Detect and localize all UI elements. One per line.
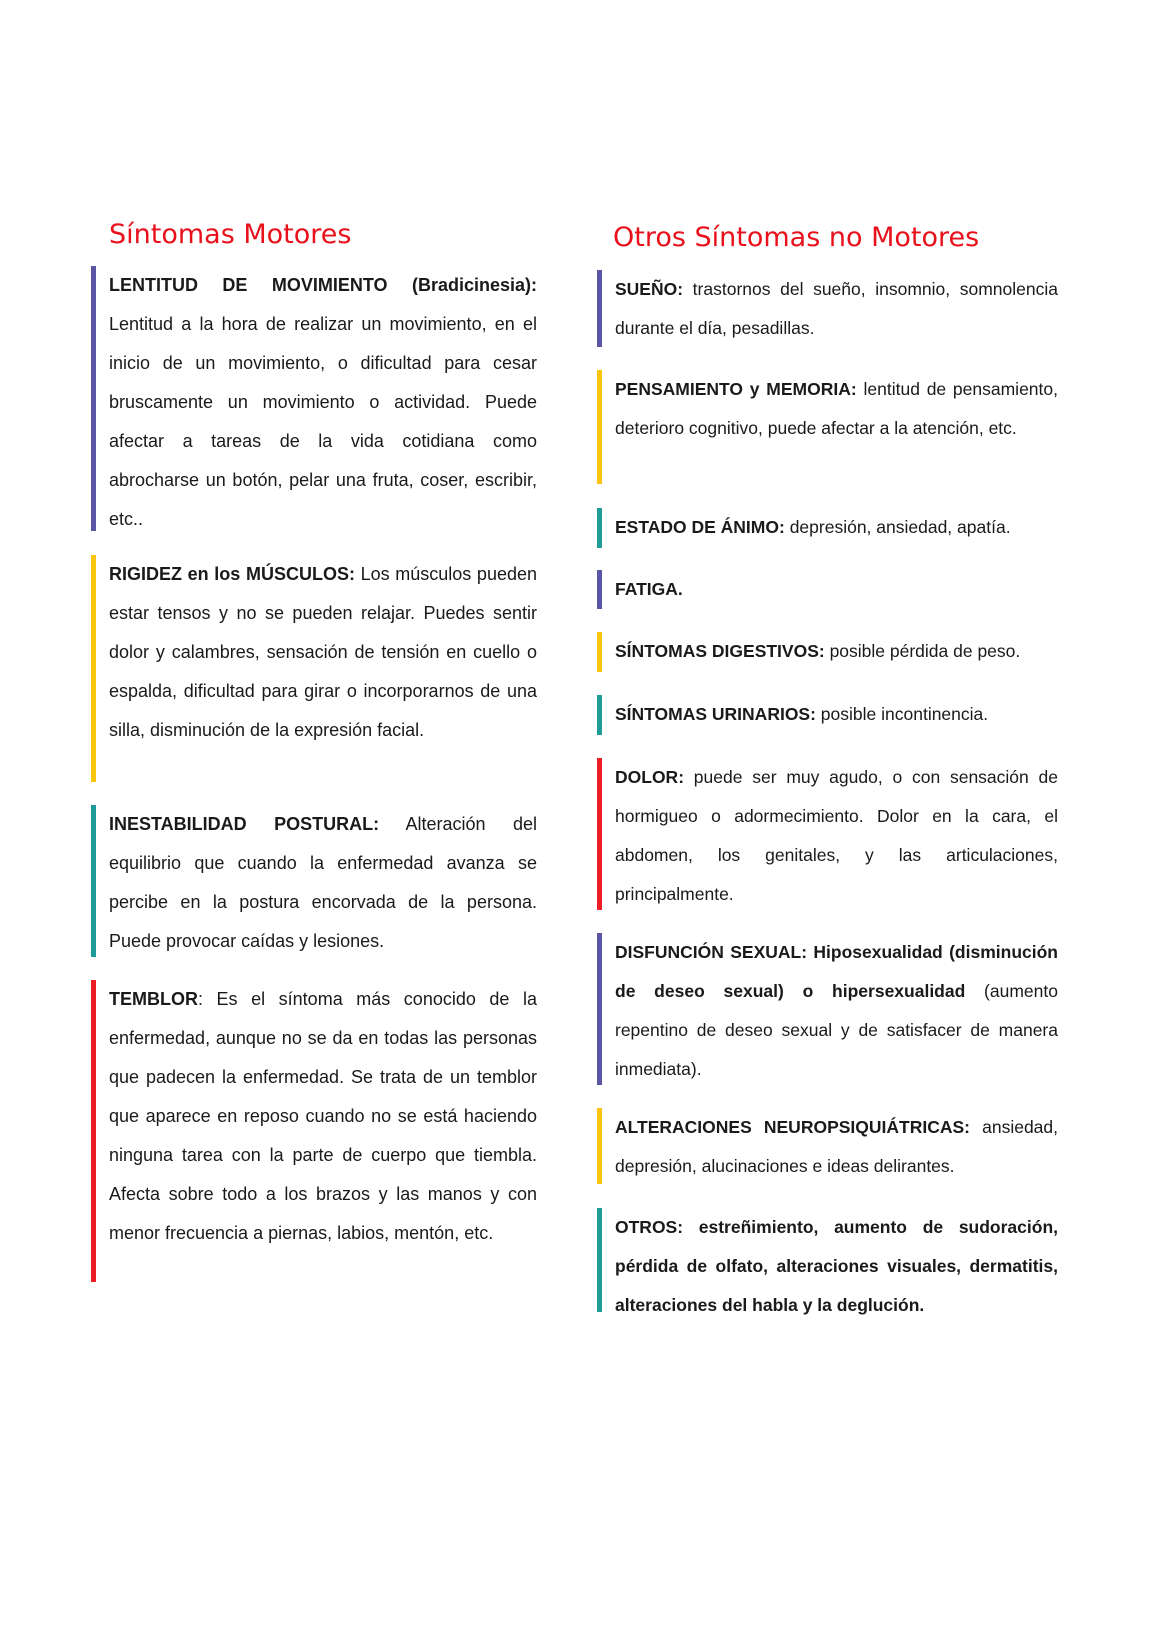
symptom-text <box>615 933 1058 1089</box>
symptom-text <box>615 632 1058 671</box>
symptom-description: lentitud de pensamiento, deterioro cognitivo, puede afectar a la atención, etc. <box>615 379 1058 438</box>
symptom-label: SÍNTOMAS URINARIOS: <box>615 704 816 724</box>
symptom-text <box>109 555 537 750</box>
symptom-text <box>615 695 1058 734</box>
symptom-block-rigidity <box>91 555 537 782</box>
symptom-label: SÍNTOMAS DIGESTIVOS: <box>615 641 825 661</box>
symptom-text <box>109 980 537 1253</box>
symptom-block-fatigue <box>597 570 1058 609</box>
symptom-text <box>615 1208 1058 1325</box>
symptom-block-urinary <box>597 695 1058 735</box>
symptom-description: posible pérdida de peso. <box>824 641 1021 661</box>
symptom-text <box>109 805 537 961</box>
symptom-description: Lentitud a la hora de realizar un movimiento, en el inicio de un movimiento, o dificultad para cesar bruscamente un movimiento o actividad. Puede afectar a tareas de la vida cotidiana como abrocharse un botón, pelar una fruta, coser, escribir, etc.. <box>109 314 537 529</box>
non-motor-symptoms-title: Otros Síntomas no Motores <box>613 222 980 253</box>
symptom-block-sexual-dysfunction <box>597 933 1058 1085</box>
symptom-label: RIGIDEZ en los MÚSCULOS: <box>109 564 355 584</box>
symptom-block-others <box>597 1208 1058 1315</box>
symptom-block-postural-instability <box>91 805 537 957</box>
symptom-text <box>615 1108 1058 1186</box>
symptom-text <box>615 370 1058 448</box>
symptom-label: FATIGA. <box>615 579 683 599</box>
symptom-text <box>615 570 1058 609</box>
symptom-label: ESTADO DE ÁNIMO: <box>615 517 785 537</box>
symptom-block-mood <box>597 508 1058 548</box>
symptom-block-sleep <box>597 270 1058 347</box>
symptom-block-pain <box>597 758 1058 910</box>
symptom-label: OTROS: estreñimiento, aumento de sudoración, pérdida de olfato, alteraciones visuales, dermatitis, alteraciones del habla y la deglución. <box>615 1217 1058 1315</box>
symptom-label: DOLOR: <box>615 767 685 787</box>
symptom-text <box>615 270 1058 348</box>
symptom-block-thinking-memory <box>597 370 1058 484</box>
symptom-description: trastornos del sueño, insomnio, somnolencia durante el día, pesadillas. <box>615 279 1058 338</box>
symptom-block-bradykinesia <box>91 266 537 531</box>
symptom-label: LENTITUD DE MOVIMIENTO (Bradicinesia): <box>109 275 537 295</box>
symptom-label: DISFUNCIÓN SEXUAL: Hiposexualidad (disminución de deseo sexual) o hipersexualidad <box>615 942 1058 1001</box>
symptom-block-tremor <box>91 980 537 1282</box>
symptom-description: Los músculos pueden estar tensos y no se pueden relajar. Puedes sentir dolor y calambres, sensación de tensión en cuello o espalda, dificultad para girar o incorporarnos de una silla, disminución de la expresión facial. <box>109 564 537 740</box>
symptom-block-neuropsychiatric <box>597 1108 1058 1184</box>
symptom-label: PENSAMIENTO y MEMORIA: <box>615 379 857 399</box>
symptom-label: ALTERACIONES NEUROPSIQUIÁTRICAS: <box>615 1117 970 1137</box>
symptom-description: : Es el síntoma más conocido de la enfermedad, aunque no se da en todas las personas que padecen la enfermedad. Se trata de un temblor que aparece en reposo cuando no se está haciendo ninguna tarea con la parte de cuerpo que tiembla. Afecta sobre todo a los brazos y las manos y con menor frecuencia a piernas, labios, mentón, etc. <box>109 989 537 1243</box>
symptom-description: (aumento repentino de deseo sexual y de satisfacer de manera inmediata). <box>615 981 1058 1079</box>
symptom-description: ansiedad, depresión, alucinaciones e ideas delirantes. <box>615 1117 1059 1176</box>
symptom-text <box>109 266 537 539</box>
symptom-label: INESTABILIDAD POSTURAL: <box>109 814 380 834</box>
symptom-text <box>615 758 1058 914</box>
symptom-text <box>615 508 1058 547</box>
motor-symptoms-title: Síntomas Motores <box>109 219 352 250</box>
symptom-label: TEMBLOR <box>109 989 198 1009</box>
symptom-description: puede ser muy agudo, o con sensación de hormigueo o adormecimiento. Dolor en la cara, el abdomen, los genitales, y las articulaciones, principalmente. <box>615 767 1058 904</box>
symptom-description: depresión, ansiedad, apatía. <box>784 517 1011 537</box>
symptom-block-digestive <box>597 632 1058 672</box>
symptom-description: Alteración del equilibrio que cuando la enfermedad avanza se percibe en la postura encorvada de la persona. Puede provocar caídas y lesiones. <box>109 814 537 951</box>
symptom-description: posible incontinencia. <box>815 704 989 724</box>
symptom-label: SUEÑO: <box>615 279 684 299</box>
